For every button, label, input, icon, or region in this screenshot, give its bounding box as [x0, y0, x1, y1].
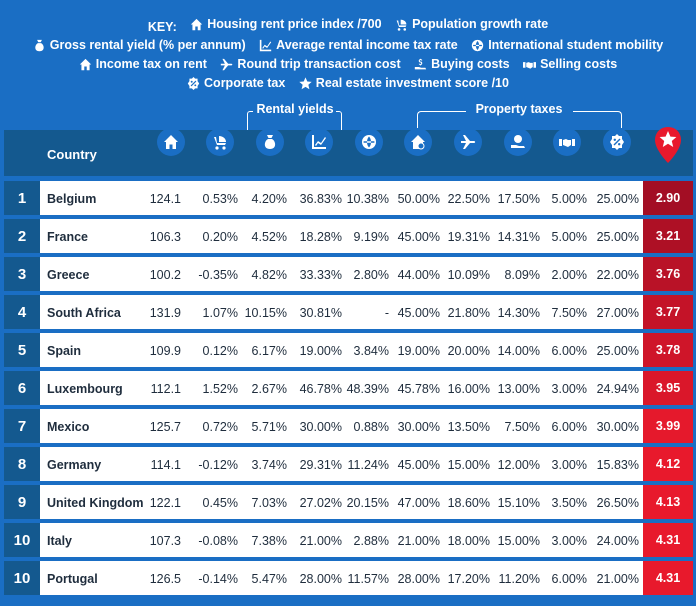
rank-cell: 5 — [4, 333, 40, 367]
value-cell: 25.00% — [596, 344, 639, 358]
value-cell: 10.15% — [244, 306, 287, 320]
key-label: Round trip transaction cost — [237, 57, 401, 71]
country-cell: Portugal — [47, 572, 98, 586]
value-cell: -0.08% — [198, 534, 238, 548]
table-row — [4, 523, 693, 557]
score-cell: 3.95 — [643, 371, 693, 405]
value-cell: 33.33% — [299, 268, 342, 282]
value-cell: 21.80% — [447, 306, 490, 320]
key-label: Income tax on rent — [95, 57, 207, 71]
value-cell: 131.9 — [149, 306, 181, 320]
value-cell: 5.00% — [551, 230, 587, 244]
value-cell: 5.00% — [551, 192, 587, 206]
value-cell: 18.28% — [299, 230, 342, 244]
value-cell: 2.00% — [551, 268, 587, 282]
key-item — [414, 56, 510, 72]
value-cell: 6.17% — [251, 344, 287, 358]
value-cell: 1.52% — [202, 382, 238, 396]
rank-cell: 4 — [4, 295, 40, 329]
header-percent-badge-icon — [603, 128, 631, 156]
value-cell: 114.1 — [150, 458, 181, 472]
value-cell: 28.00% — [397, 572, 440, 586]
value-cell: 14.00% — [497, 344, 540, 358]
globe-icon — [471, 39, 484, 52]
score-cell: 4.12 — [643, 447, 693, 481]
table-header — [4, 130, 693, 176]
score-cell: 4.31 — [643, 561, 693, 595]
header-plane-icon — [454, 128, 482, 156]
value-cell: 21.00% — [596, 572, 639, 586]
value-cell: 19.00% — [299, 344, 342, 358]
key-label: Corporate tax — [204, 76, 286, 90]
score-cell: 4.31 — [643, 523, 693, 557]
country-cell: Germany — [47, 458, 102, 472]
table-row — [4, 295, 693, 329]
value-cell: 3.74% — [251, 458, 287, 472]
value-cell: 4.82% — [251, 268, 287, 282]
value-cell: - — [384, 306, 389, 320]
key-label: Population growth rate — [412, 17, 549, 31]
value-cell: 14.30% — [497, 306, 540, 320]
score-cell: 3.76 — [643, 257, 693, 291]
value-cell: 17.50% — [497, 192, 540, 206]
value-cell: 3.00% — [551, 382, 587, 396]
key-line-4 — [0, 75, 696, 94]
header-income-chart-icon — [305, 128, 333, 156]
plane-icon — [220, 58, 233, 71]
key-label: Buying costs — [431, 57, 510, 71]
value-cell: 45.00% — [397, 458, 440, 472]
key-line-1 — [0, 16, 696, 35]
value-cell: 9.19% — [353, 230, 389, 244]
value-cell: 14.31% — [497, 230, 540, 244]
country-cell: Belgium — [47, 192, 97, 206]
country-cell: United Kingdom — [47, 496, 144, 510]
value-cell: 15.00% — [497, 534, 540, 548]
key-label: Gross rental yield (% per annum) — [49, 38, 246, 52]
bracket-property-taxes-left — [417, 111, 466, 128]
table-row — [4, 371, 693, 405]
value-cell: 11.57% — [347, 572, 389, 586]
data-table — [4, 181, 693, 599]
value-cell: 7.50% — [504, 420, 540, 434]
value-cell: 24.94% — [596, 382, 639, 396]
value-cell: 112.1 — [150, 382, 181, 396]
bracket-property-taxes-right — [573, 111, 622, 128]
value-cell: 7.03% — [251, 496, 287, 510]
value-cell: 8.09% — [504, 268, 540, 282]
house-icon — [190, 18, 203, 31]
value-cell: 26.50% — [596, 496, 639, 510]
score-cell: 2.90 — [643, 181, 693, 215]
value-cell: 30.81% — [299, 306, 342, 320]
value-cell: 5.71% — [251, 420, 287, 434]
key-item — [523, 56, 617, 72]
key-legend — [0, 0, 696, 96]
value-cell: 18.00% — [447, 534, 490, 548]
header-globe-icon — [355, 128, 383, 156]
key-item — [259, 37, 458, 53]
value-cell: 46.78% — [299, 382, 342, 396]
table-row — [4, 333, 693, 367]
score-cell: 3.21 — [643, 219, 693, 253]
value-cell: 30.00% — [596, 420, 639, 434]
value-cell: 19.00% — [397, 344, 440, 358]
value-cell: 48.39% — [346, 382, 389, 396]
value-cell: 3.50% — [551, 496, 587, 510]
key-label: Selling costs — [540, 57, 618, 71]
value-cell: 0.88% — [353, 420, 389, 434]
value-cell: 15.83% — [596, 458, 639, 472]
value-cell: 1.07% — [202, 306, 238, 320]
header-handshake-icon — [553, 128, 581, 156]
rank-cell: 10 — [4, 561, 40, 595]
value-cell: 13.00% — [497, 382, 540, 396]
hand-dollar-icon — [414, 58, 427, 71]
table-row — [4, 485, 693, 519]
value-cell: 47.00% — [397, 496, 440, 510]
value-cell: 25.00% — [596, 230, 639, 244]
value-cell: 6.00% — [551, 572, 587, 586]
value-cell: 45.00% — [397, 306, 440, 320]
value-cell: 50.00% — [397, 192, 440, 206]
value-cell: 20.15% — [346, 496, 389, 510]
value-cell: 109.9 — [149, 344, 181, 358]
value-cell: 2.67% — [251, 382, 287, 396]
value-cell: 44.00% — [397, 268, 440, 282]
value-cell: 28.00% — [299, 572, 342, 586]
value-cell: 125.7 — [149, 420, 181, 434]
value-cell: 0.12% — [202, 344, 238, 358]
table-row — [4, 561, 693, 595]
key-item — [395, 16, 548, 32]
key-prefix: KEY: — [147, 19, 177, 34]
value-cell: 30.00% — [397, 420, 440, 434]
value-cell: 6.00% — [551, 420, 587, 434]
value-cell: 10.38% — [346, 192, 389, 206]
table-row — [4, 219, 693, 253]
country-cell: South Africa — [47, 306, 121, 320]
key-item — [299, 75, 509, 91]
value-cell: 29.31% — [299, 458, 342, 472]
value-cell: -0.14% — [198, 572, 238, 586]
rank-cell: 1 — [4, 181, 40, 215]
value-cell: 36.83% — [299, 192, 342, 206]
rank-cell: 10 — [4, 523, 40, 557]
value-cell: 19.31% — [447, 230, 490, 244]
value-cell: 21.00% — [397, 534, 440, 548]
value-cell: 0.53% — [202, 192, 238, 206]
header-star-pin-icon — [654, 126, 682, 164]
country-cell: France — [47, 230, 88, 244]
value-cell: 13.50% — [447, 420, 490, 434]
value-cell: 0.20% — [202, 230, 238, 244]
money-bag-icon — [33, 39, 46, 52]
value-cell: 2.80% — [353, 268, 389, 282]
value-cell: 27.02% — [299, 496, 342, 510]
country-cell: Greece — [47, 268, 90, 282]
value-cell: 106.3 — [149, 230, 181, 244]
value-cell: 25.00% — [596, 192, 639, 206]
key-item — [33, 37, 246, 53]
header-house-tax-icon — [404, 128, 432, 156]
value-cell: 21.00% — [299, 534, 342, 548]
key-item — [79, 56, 207, 72]
value-cell: 11.20% — [498, 572, 540, 586]
score-cell: 3.99 — [643, 409, 693, 443]
table-row — [4, 409, 693, 443]
value-cell: 17.20% — [447, 572, 490, 586]
value-cell: 5.47% — [251, 572, 287, 586]
house-icon — [79, 58, 92, 71]
value-cell: 3.00% — [551, 534, 587, 548]
value-cell: 100.2 — [149, 268, 181, 282]
group-label-rental-yields: Rental yields — [256, 102, 334, 116]
table-row — [4, 181, 693, 215]
header-money-bag-icon — [256, 128, 284, 156]
value-cell: 7.50% — [551, 306, 587, 320]
country-cell: Italy — [47, 534, 73, 548]
key-item — [220, 56, 400, 72]
value-cell: 124.1 — [149, 192, 181, 206]
value-cell: 22.50% — [447, 192, 490, 206]
table-row — [4, 447, 693, 481]
header-stroller-icon — [206, 128, 234, 156]
header-country: Country — [47, 147, 97, 162]
key-item — [190, 16, 381, 32]
value-cell: 16.00% — [447, 382, 490, 396]
value-cell: 0.72% — [202, 420, 238, 434]
value-cell: 4.20% — [251, 192, 287, 206]
value-cell: 12.00% — [497, 458, 540, 472]
value-cell: 4.52% — [251, 230, 287, 244]
group-label-property-taxes: Property taxes — [475, 102, 563, 116]
key-label: Housing rent price index /700 — [207, 17, 382, 31]
rank-cell: 2 — [4, 219, 40, 253]
value-cell: 6.00% — [551, 344, 587, 358]
value-cell: -0.35% — [198, 268, 238, 282]
score-cell: 3.78 — [643, 333, 693, 367]
key-label: International student mobility — [488, 38, 664, 52]
value-cell: 126.5 — [149, 572, 181, 586]
table-row — [4, 257, 693, 291]
star-icon — [299, 77, 312, 90]
value-cell: 45.00% — [397, 230, 440, 244]
key-label: Average rental income tax rate — [276, 38, 458, 52]
value-cell: 0.45% — [202, 496, 238, 510]
key-line-3 — [0, 56, 696, 75]
value-cell: 2.88% — [353, 534, 389, 548]
handshake-icon — [523, 58, 536, 71]
country-cell: Luxembourg — [47, 382, 123, 396]
percent-badge-icon — [187, 77, 200, 90]
value-cell: 15.10% — [497, 496, 540, 510]
header-hand-dollar-icon — [504, 128, 532, 156]
header-house-icon — [157, 128, 185, 156]
rank-cell: 9 — [4, 485, 40, 519]
value-cell: -0.12% — [198, 458, 238, 472]
stroller-icon — [395, 18, 408, 31]
key-label: Real estate investment score /10 — [315, 76, 509, 90]
value-cell: 10.09% — [447, 268, 490, 282]
rank-cell: 7 — [4, 409, 40, 443]
country-cell: Mexico — [47, 420, 90, 434]
value-cell: 20.00% — [447, 344, 490, 358]
key-item — [187, 75, 285, 91]
value-cell: 122.1 — [149, 496, 181, 510]
value-cell: 3.00% — [551, 458, 587, 472]
value-cell: 30.00% — [299, 420, 342, 434]
income-chart-icon — [259, 39, 272, 52]
value-cell: 22.00% — [596, 268, 639, 282]
value-cell: 3.84% — [353, 344, 389, 358]
value-cell: 27.00% — [596, 306, 639, 320]
value-cell: 24.00% — [596, 534, 639, 548]
value-cell: 107.3 — [149, 534, 181, 548]
value-cell: 7.38% — [251, 534, 287, 548]
score-cell: 3.77 — [643, 295, 693, 329]
rank-cell: 3 — [4, 257, 40, 291]
value-cell: 18.60% — [447, 496, 490, 510]
rank-cell: 8 — [4, 447, 40, 481]
key-line-2 — [0, 37, 696, 56]
value-cell: 45.78% — [397, 382, 440, 396]
country-cell: Spain — [47, 344, 82, 358]
key-item — [471, 37, 663, 53]
value-cell: 11.24% — [347, 458, 389, 472]
value-cell: 15.00% — [447, 458, 490, 472]
rank-cell: 6 — [4, 371, 40, 405]
score-cell: 4.13 — [643, 485, 693, 519]
